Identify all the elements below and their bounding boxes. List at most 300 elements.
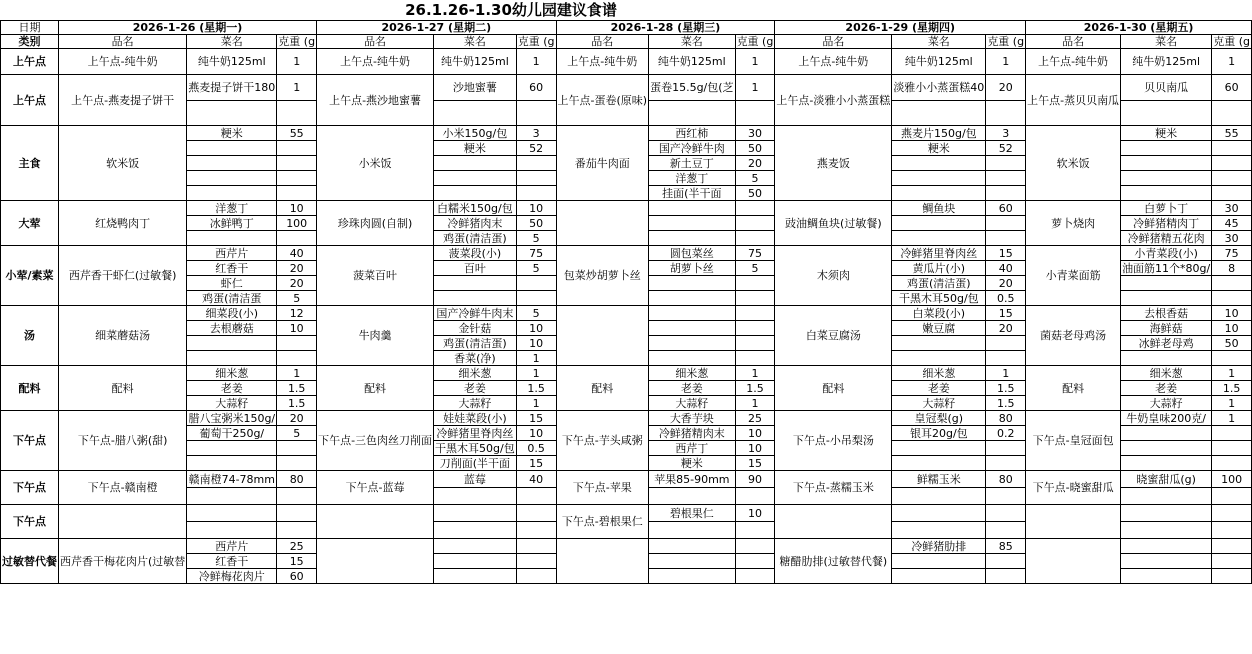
ingredient-name: 赣南橙74-78mm: [188, 472, 275, 486]
table-row: [1, 126, 1252, 141]
dish-name: [556, 306, 649, 366]
ingredient-weight: 0.2: [986, 426, 1026, 441]
ingredient-weight: 25: [735, 411, 775, 426]
empty-cell: [516, 276, 556, 291]
dish-name: 番茄牛肉面: [556, 126, 649, 201]
dish-name: 配料: [1026, 366, 1121, 411]
ingredient-weight: 80: [986, 471, 1026, 488]
header-date-row: [1, 21, 1252, 35]
ingredient-weight: 1.5: [986, 381, 1026, 396]
empty-cell: [892, 522, 986, 539]
table-row: [1, 505, 1252, 522]
ingredient-name: 蓝莓: [434, 471, 517, 488]
col-weight-header: 克重 (g: [736, 35, 774, 48]
col-cai-header: 菜名: [187, 35, 277, 49]
dish-name: 下午点-芋头咸粥: [556, 411, 649, 471]
dish-name: 牛肉羹: [317, 306, 434, 366]
empty-cell: [1121, 291, 1212, 306]
ingredient-name: 大蒜籽: [649, 396, 735, 411]
empty-cell: [986, 171, 1026, 186]
dish-name: [1026, 505, 1121, 539]
date-label: 日期: [1, 21, 59, 35]
ingredient-weight: 50: [735, 141, 775, 156]
dish-name: 配料: [775, 366, 892, 411]
ingredient-weight: 60: [516, 75, 556, 101]
empty-cell: [986, 186, 1026, 201]
ingredient-weight: 55: [277, 126, 317, 141]
ingredient-weight: 25: [277, 539, 317, 554]
ingredient-name: 冷鲜猪里脊肉丝: [434, 426, 517, 441]
ingredient-weight: 45: [1212, 216, 1252, 231]
empty-cell: [986, 216, 1026, 231]
empty-cell: [892, 505, 986, 522]
ingredient-name: 红香干: [187, 261, 277, 276]
ingredient-name: 虾仁: [187, 276, 277, 291]
ingredient-name: 鸡蛋(清洁蛋): [434, 336, 517, 351]
empty-cell: [1121, 441, 1212, 456]
ingredient-weight: 52: [986, 141, 1026, 156]
dish-name: 糖醋肋排(过敏替代餐): [775, 539, 892, 584]
empty-cell: [735, 522, 775, 539]
empty-cell: [892, 216, 986, 231]
ingredient-weight: 1.5: [735, 381, 775, 396]
empty-cell: [735, 351, 775, 366]
empty-cell: [277, 231, 317, 246]
empty-cell: [1121, 505, 1212, 522]
ingredient-weight: 80: [277, 471, 317, 488]
ingredient-weight: 5: [277, 291, 317, 306]
empty-cell: [735, 201, 775, 216]
col-pin-header: 品名: [59, 35, 187, 49]
empty-cell: [892, 336, 986, 351]
ingredient-name: 大蒜籽: [434, 396, 517, 411]
table-row: [1, 246, 1252, 261]
ingredient-weight: 1: [516, 396, 556, 411]
empty-cell: [434, 569, 517, 584]
ingredient-weight: 60: [986, 201, 1026, 216]
empty-cell: [187, 441, 277, 456]
empty-cell: [434, 522, 517, 539]
ingredient-name: 老姜: [434, 381, 517, 396]
ingredient-name: 大蒜籽: [892, 396, 986, 411]
dish-name: 上午点-纯牛奶: [775, 49, 892, 75]
ingredient-name: 纯牛奶125ml: [187, 49, 277, 75]
empty-cell: [187, 101, 277, 126]
ingredient-name: 粳米: [892, 141, 986, 156]
empty-cell: [516, 522, 556, 539]
dish-name: 软米饭: [59, 126, 187, 201]
ingredient-weight: 50: [516, 216, 556, 231]
empty-cell: [1121, 101, 1212, 126]
dish-name: 上午点-纯牛奶: [317, 49, 434, 75]
dish-name: [59, 505, 187, 539]
ingredient-name: 蛋卷15.5g/包(芝: [649, 75, 735, 101]
ingredient-name: 纯牛奶125ml: [892, 49, 986, 75]
empty-cell: [516, 171, 556, 186]
empty-cell: [986, 231, 1026, 246]
ingredient-weight: 20: [277, 411, 317, 426]
ingredient-name: 干黑木耳50g/包: [892, 291, 986, 306]
ingredient-weight: 1.5: [277, 396, 317, 411]
ingredient-weight: 15: [986, 306, 1026, 321]
empty-cell: [277, 488, 317, 505]
dish-name: [317, 505, 434, 539]
ingredient-weight: 20: [277, 276, 317, 291]
ingredient-weight: 1: [1212, 396, 1252, 411]
empty-cell: [1212, 186, 1252, 201]
empty-cell: [1212, 569, 1252, 584]
ingredient-weight: 10: [1212, 321, 1252, 336]
dish-name: 燕麦饭: [775, 126, 892, 201]
ingredient-weight: 5: [516, 306, 556, 321]
dish-name: 上午点-燕麦提子饼干: [59, 75, 187, 126]
ingredient-weight: 20: [735, 156, 775, 171]
ingredient-weight: 10: [1212, 306, 1252, 321]
ingredient-name: 粳米: [434, 141, 517, 156]
ingredient-name: 白萝卜丁: [1121, 201, 1212, 216]
ingredient-name: 贝贝南瓜: [1121, 75, 1212, 101]
dish-name: 包菜炒胡萝卜丝: [556, 246, 649, 306]
empty-cell: [986, 101, 1026, 126]
table-row: [1, 471, 1252, 488]
dish-name: 白菜豆腐汤: [775, 306, 892, 366]
empty-cell: [1121, 186, 1212, 201]
ingredient-weight: 10: [516, 336, 556, 351]
ingredient-name: 国产冷鲜牛肉末: [434, 306, 517, 321]
empty-cell: [735, 216, 775, 231]
category-label: 类别: [1, 35, 59, 49]
ingredient-weight: 20: [986, 321, 1026, 336]
menu-table: [0, 20, 1252, 584]
category-cell: 下午点: [1, 411, 59, 471]
ingredient-weight: 75: [735, 246, 775, 261]
ingredient-weight: 20: [986, 276, 1026, 291]
ingredient-name: 油面筋11个*80g/: [1122, 261, 1211, 275]
col-weight-header: 克重 (g: [517, 35, 555, 48]
ingredient-weight: 5: [516, 231, 556, 246]
col-cai-header: 菜名: [649, 35, 735, 49]
dish-name: 下午点-苹果: [556, 471, 649, 505]
day-header: 2026-1-28 (星期三): [556, 21, 775, 35]
empty-cell: [986, 336, 1026, 351]
empty-cell: [892, 351, 986, 366]
ingredient-name: 冷鲜猪肋排: [892, 539, 986, 554]
table-row: [1, 306, 1252, 321]
empty-cell: [649, 201, 735, 216]
empty-cell: [1212, 351, 1252, 366]
ingredient-name: 细米葱: [892, 366, 986, 381]
dish-name: 下午点-蓝莓: [317, 471, 434, 505]
empty-cell: [986, 554, 1026, 569]
ingredient-name: 鸡蛋(清洁蛋: [187, 291, 277, 306]
ingredient-name: 西红柿: [649, 126, 735, 141]
empty-cell: [892, 441, 986, 456]
empty-cell: [649, 488, 735, 505]
dish-name: 上午点-蛋卷(原味): [556, 75, 649, 126]
ingredient-name: 老姜: [649, 381, 735, 396]
ingredient-name: 晓蜜甜瓜(g): [1121, 471, 1212, 488]
empty-cell: [649, 216, 735, 231]
empty-cell: [187, 522, 277, 539]
empty-cell: [434, 186, 517, 201]
ingredient-name: 老姜: [187, 381, 277, 396]
empty-cell: [1121, 488, 1212, 505]
ingredient-weight: 1: [277, 49, 317, 75]
empty-cell: [434, 488, 517, 505]
dish-name: 木须肉: [775, 246, 892, 306]
ingredient-weight: 1.5: [986, 396, 1026, 411]
ingredient-weight: 15: [735, 456, 775, 471]
empty-cell: [1121, 456, 1212, 471]
empty-cell: [187, 505, 277, 522]
empty-cell: [516, 186, 556, 201]
category-cell: 上午点: [1, 75, 59, 126]
empty-cell: [735, 276, 775, 291]
empty-cell: [735, 321, 775, 336]
dish-name: 下午点-小吊梨汤: [775, 411, 892, 471]
empty-cell: [1212, 276, 1252, 291]
empty-cell: [434, 505, 517, 522]
ingredient-weight: 1: [735, 396, 775, 411]
ingredient-weight: 8: [1212, 261, 1252, 276]
ingredient-name: 海鲜菇: [1121, 321, 1212, 336]
ingredient-weight: 10: [735, 441, 775, 456]
dish-name: 细菜蘑菇汤: [59, 306, 187, 366]
ingredient-name: 皇冠梨(g): [892, 411, 986, 426]
empty-cell: [187, 171, 277, 186]
ingredient-weight: 5: [516, 261, 556, 276]
dish-name: 下午点-赣南橙: [59, 471, 187, 505]
ingredient-name: 鸡蛋(清洁蛋): [892, 276, 986, 291]
empty-cell: [649, 306, 735, 321]
dish-name: [556, 201, 649, 246]
ingredient-weight: 30: [735, 126, 775, 141]
empty-cell: [277, 441, 317, 456]
empty-cell: [735, 231, 775, 246]
ingredient-weight: 15: [516, 411, 556, 426]
empty-cell: [892, 101, 986, 126]
ingredient-name: 冷鲜猪里脊肉丝: [892, 246, 986, 261]
ingredient-weight: 100: [1212, 471, 1252, 488]
empty-cell: [277, 101, 317, 126]
ingredient-name: 苹果85-90mm: [649, 471, 735, 488]
ingredient-name: 老姜: [892, 381, 986, 396]
ingredient-name: 牛奶皇味200克/: [1121, 411, 1212, 426]
ingredient-weight: 5: [735, 171, 775, 186]
ingredient-weight: 1.5: [277, 381, 317, 396]
ingredient-name: 白菜段(小): [892, 306, 986, 321]
empty-cell: [516, 101, 556, 126]
ingredient-name: 鸡蛋(清洁蛋): [434, 231, 517, 246]
empty-cell: [277, 351, 317, 366]
ingredient-name: 粳米: [649, 456, 735, 471]
empty-cell: [649, 554, 735, 569]
empty-cell: [986, 441, 1026, 456]
ingredient-name: 白糯米150g/包: [434, 201, 517, 216]
ingredient-weight: 1: [1212, 366, 1252, 381]
category-cell: 下午点: [1, 471, 59, 505]
table-row: [1, 49, 1252, 75]
empty-cell: [187, 456, 277, 471]
empty-cell: [986, 456, 1026, 471]
ingredient-name: 细米葱: [434, 366, 517, 381]
ingredient-name: 嫩豆腐: [892, 321, 986, 336]
empty-cell: [187, 231, 277, 246]
ingredient-name: 香菜(净): [434, 351, 517, 366]
dish-name: 上午点-纯牛奶: [556, 49, 649, 75]
dish-name: 菠菜百叶: [317, 246, 434, 306]
dish-name: 上午点-纯牛奶: [59, 49, 187, 75]
ingredient-name: 细菜段(小): [187, 306, 277, 321]
ingredient-name: 挂面(半干面: [649, 186, 735, 201]
ingredient-name: 冷鲜猪精肉末: [649, 426, 735, 441]
ingredient-weight: 75: [516, 246, 556, 261]
empty-cell: [649, 101, 735, 126]
ingredient-weight: 80: [986, 411, 1026, 426]
ingredient-name: 娃娃菜段(小): [434, 411, 517, 426]
empty-cell: [1121, 351, 1212, 366]
col-weight-header: 克重 (g: [987, 35, 1025, 48]
day-header: 2026-1-29 (星期四): [775, 21, 1026, 35]
ingredient-weight: 52: [516, 141, 556, 156]
empty-cell: [1121, 522, 1212, 539]
col-pin-header: 品名: [317, 35, 434, 49]
dish-name: 配料: [556, 366, 649, 411]
ingredient-name: 新土豆丁: [649, 156, 735, 171]
empty-cell: [434, 171, 517, 186]
table-row: [1, 366, 1252, 381]
col-cai-header: 菜名: [434, 35, 517, 49]
ingredient-name: 鲜糯玉米: [892, 471, 986, 488]
empty-cell: [735, 488, 775, 505]
empty-cell: [892, 569, 986, 584]
empty-cell: [1121, 276, 1212, 291]
ingredient-name: 去根香菇: [1121, 306, 1212, 321]
ingredient-weight: 1: [277, 366, 317, 381]
day-header: 2026-1-30 (星期五): [1026, 21, 1252, 35]
ingredient-weight: 10: [516, 321, 556, 336]
ingredient-weight: 100: [277, 216, 317, 231]
dish-name: 菌菇老母鸡汤: [1026, 306, 1121, 366]
col-weight-header: 克重 (g: [278, 35, 316, 48]
dish-name: 下午点-三色肉丝刀削面: [317, 411, 434, 471]
ingredient-weight: 90: [735, 471, 775, 488]
col-cai-header: 菜名: [1121, 35, 1212, 49]
ingredient-name: 冷鲜猪肉末: [434, 216, 517, 231]
ingredient-name: 粳米: [1121, 126, 1212, 141]
ingredient-name: 西芹片: [187, 539, 277, 554]
empty-cell: [649, 336, 735, 351]
col-pin-header: 品名: [1026, 35, 1121, 49]
empty-cell: [1121, 539, 1212, 554]
ingredient-name: 粳米: [187, 126, 277, 141]
day-header: 2026-1-27 (星期二): [317, 21, 556, 35]
ingredient-name: 胡萝卜丝: [649, 261, 735, 276]
ingredient-weight: 40: [986, 261, 1026, 276]
ingredient-name: 纯牛奶125ml: [1121, 49, 1212, 75]
ingredient-name: 细米葱: [187, 366, 277, 381]
empty-cell: [277, 505, 317, 522]
empty-cell: [735, 101, 775, 126]
ingredient-weight: 10: [516, 426, 556, 441]
ingredient-name: 圆包菜丝: [649, 246, 735, 261]
dish-name: 软米饭: [1026, 126, 1121, 201]
ingredient-weight: 1: [986, 366, 1026, 381]
empty-cell: [516, 156, 556, 171]
empty-cell: [434, 276, 517, 291]
ingredient-weight: 30: [1212, 231, 1252, 246]
ingredient-name: 老姜: [1121, 381, 1212, 396]
category-cell: 小荤/素菜: [1, 246, 59, 306]
ingredient-weight: 1.5: [1212, 381, 1252, 396]
dish-name: 小米饭: [317, 126, 434, 201]
ingredient-weight: 40: [277, 246, 317, 261]
ingredient-name: 燕麦片150g/包: [892, 126, 986, 141]
category-cell: 主食: [1, 126, 59, 201]
dish-name: 红烧鸭肉丁: [59, 201, 187, 246]
ingredient-weight: 1: [735, 49, 775, 75]
dish-name: 上午点-淡雅小小蒸蛋糕: [775, 75, 892, 126]
dish-name: 下午点-晓蜜甜瓜: [1026, 471, 1121, 505]
empty-cell: [735, 336, 775, 351]
ingredient-weight: 10: [277, 201, 317, 216]
dish-name: 上午点-纯牛奶: [1026, 49, 1121, 75]
empty-cell: [1121, 569, 1212, 584]
category-cell: 配料: [1, 366, 59, 411]
empty-cell: [516, 539, 556, 554]
empty-cell: [892, 186, 986, 201]
empty-cell: [1212, 456, 1252, 471]
category-cell: 大荤: [1, 201, 59, 246]
ingredient-weight: 60: [1212, 75, 1252, 101]
dish-name: 上午点-燕沙地蜜薯: [317, 75, 434, 126]
ingredient-name: 银耳20g/包: [892, 426, 986, 441]
ingredient-weight: 5: [277, 426, 317, 441]
ingredient-name: 细米葱: [1121, 366, 1212, 381]
empty-cell: [892, 156, 986, 171]
empty-cell: [434, 156, 517, 171]
empty-cell: [986, 522, 1026, 539]
category-cell: 过敏替代餐: [1, 539, 59, 584]
dish-name: 下午点-腊八粥(甜): [59, 411, 187, 471]
empty-cell: [187, 141, 277, 156]
dish-name: 配料: [59, 366, 187, 411]
empty-cell: [277, 336, 317, 351]
empty-cell: [1212, 171, 1252, 186]
ingredient-weight: 1: [277, 75, 317, 101]
empty-cell: [1212, 156, 1252, 171]
dish-name: 萝卜烧肉: [1026, 201, 1121, 246]
empty-cell: [892, 456, 986, 471]
dish-name: 上午点-蒸贝贝南瓜: [1026, 75, 1121, 126]
empty-cell: [735, 569, 775, 584]
empty-cell: [1121, 554, 1212, 569]
empty-cell: [1212, 554, 1252, 569]
ingredient-name: 干黑木耳50g/包: [435, 441, 515, 455]
dish-name: [775, 505, 892, 539]
ingredient-weight: 40: [516, 471, 556, 488]
ingredient-name: 西芹丁: [649, 441, 735, 456]
empty-cell: [1212, 291, 1252, 306]
ingredient-weight: 12: [277, 306, 317, 321]
ingredient-weight: 15: [986, 246, 1026, 261]
empty-cell: [649, 276, 735, 291]
ingredient-weight: 1: [986, 49, 1026, 75]
empty-cell: [1212, 522, 1252, 539]
empty-cell: [892, 231, 986, 246]
ingredient-name: 大蒜籽: [1121, 396, 1212, 411]
ingredient-weight: 85: [986, 539, 1026, 554]
